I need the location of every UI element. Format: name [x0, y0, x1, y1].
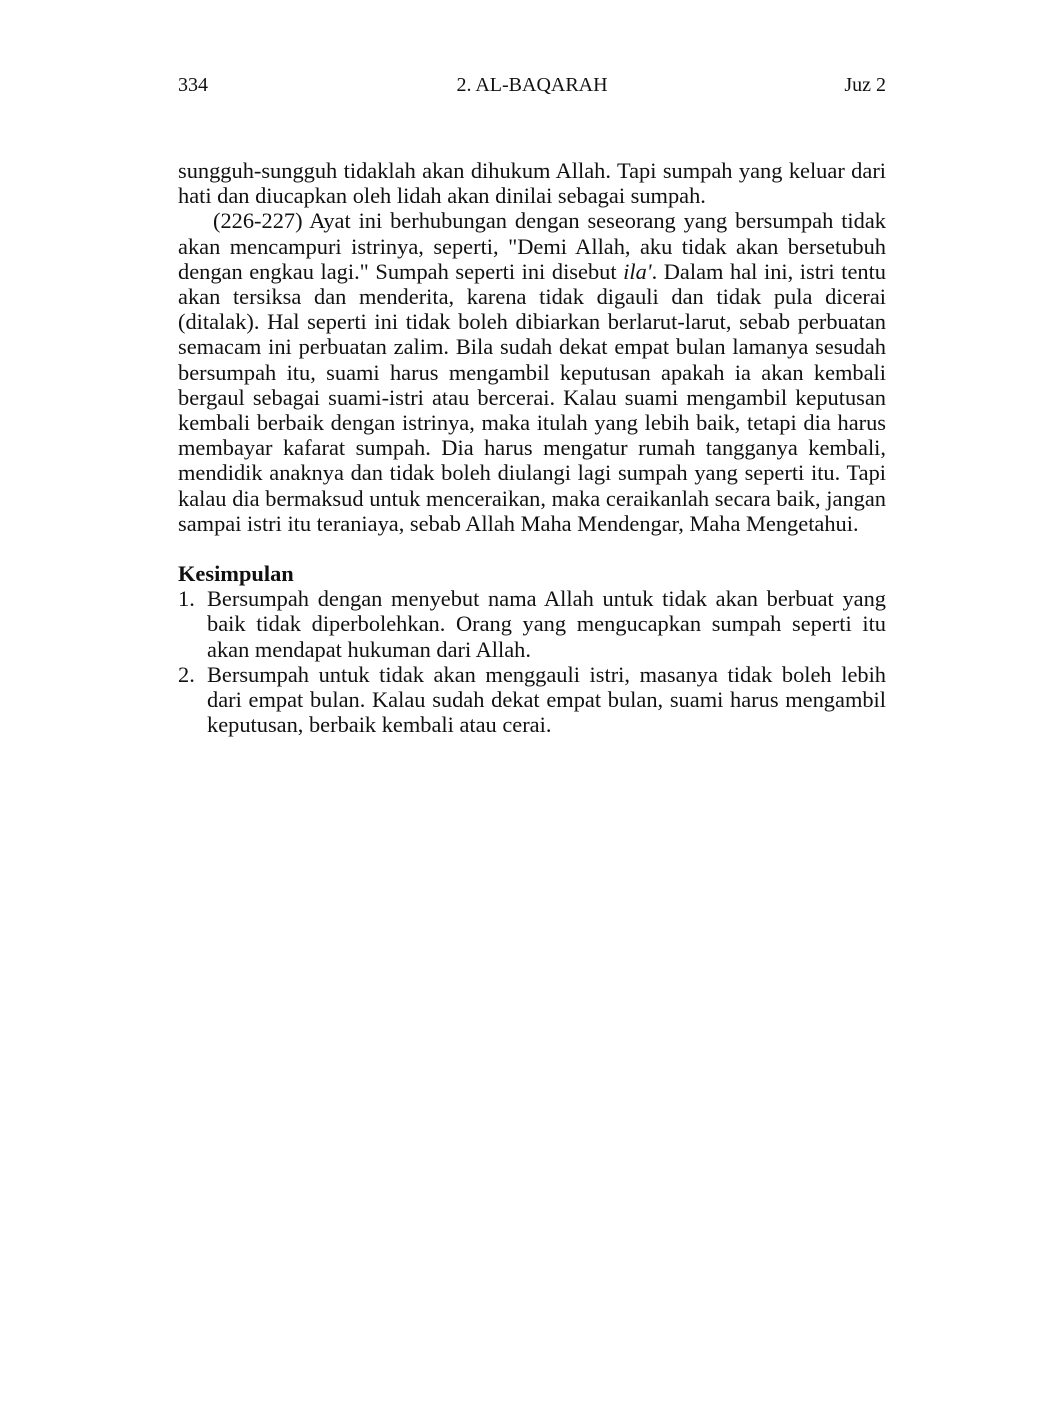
paragraph-text-part: . Dalam hal ini, istri tentu akan tersiksa dan menderita, karena tidak digauli dan tidak pula dicerai (ditalak). Hal seperti ini tidak boleh dibiarkan berlarut-larut, sebab perbuatan semacam ini perbuatan zalim. Bila sudah dekat empat bulan lamanya sesudah bersumpah itu, suami harus mengambil keputusan apakah ia akan kembali bergaul sebagai suami-istri atau bercerai. Kalau suami mengambil keputusan kembali berbaik dengan istrinya, maka itulah yang lebih baik, tetapi dia harus membayar kafarat sumpah. Dia harus mengatur rumah tangganya kembali, mendidik anaknya dan tidak boleh diulangi lagi sumpah yang seperti itu. Tapi kalau dia bermaksud untuk menceraikan, maka ceraikanlah secara baik, jangan sampai istri itu teraniaya, sebab Allah Maha Mendengar, Maha Mengetahui. [178, 258, 886, 536]
list-item-number: 1. [178, 586, 195, 612]
page-header [178, 72, 886, 98]
list-item-text: Bersumpah dengan menyebut nama Allah untuk tidak akan berbuat yang baik tidak diperbolehkan. Orang yang mengucapkan sumpah seperti itu akan mendapat hukuman dari Allah. [207, 586, 886, 662]
list-item [178, 586, 886, 662]
page-body [178, 158, 886, 737]
list-item-number: 2. [178, 661, 195, 687]
section-heading: Kesimpulan [178, 561, 294, 587]
paragraph-continuation: sungguh-sungguh tidaklah akan dihukum Allah. Tapi sumpah yang keluar dari hati dan diucapkan oleh lidah akan dinilai sebagai sumpah. [178, 158, 886, 209]
list-item-text: Bersumpah untuk tidak akan menggauli istri, masanya tidak boleh lebih dari empat bulan. Kalau sudah dekat empat bulan, suami harus mengambil keputusan, berbaik kembali atau cerai. [207, 661, 886, 738]
conclusion-list [178, 586, 886, 737]
paragraph-verse-226-227 [178, 208, 886, 536]
chapter-title: 2. AL-BAQARAH [456, 74, 608, 96]
list-item [178, 662, 886, 738]
paragraph-text-part: (226-227) Ayat ini berhubungan dengan seseorang yang bersumpah tidak akan mencampuri istrinya, seperti, "Demi Allah, aku tidak akan bersetubuh dengan engkau lagi." Sumpah seperti ini disebut [178, 208, 886, 284]
italic-term: ila' [623, 258, 652, 284]
page-number: 334 [178, 74, 208, 96]
juz-label: Juz 2 [844, 74, 886, 96]
